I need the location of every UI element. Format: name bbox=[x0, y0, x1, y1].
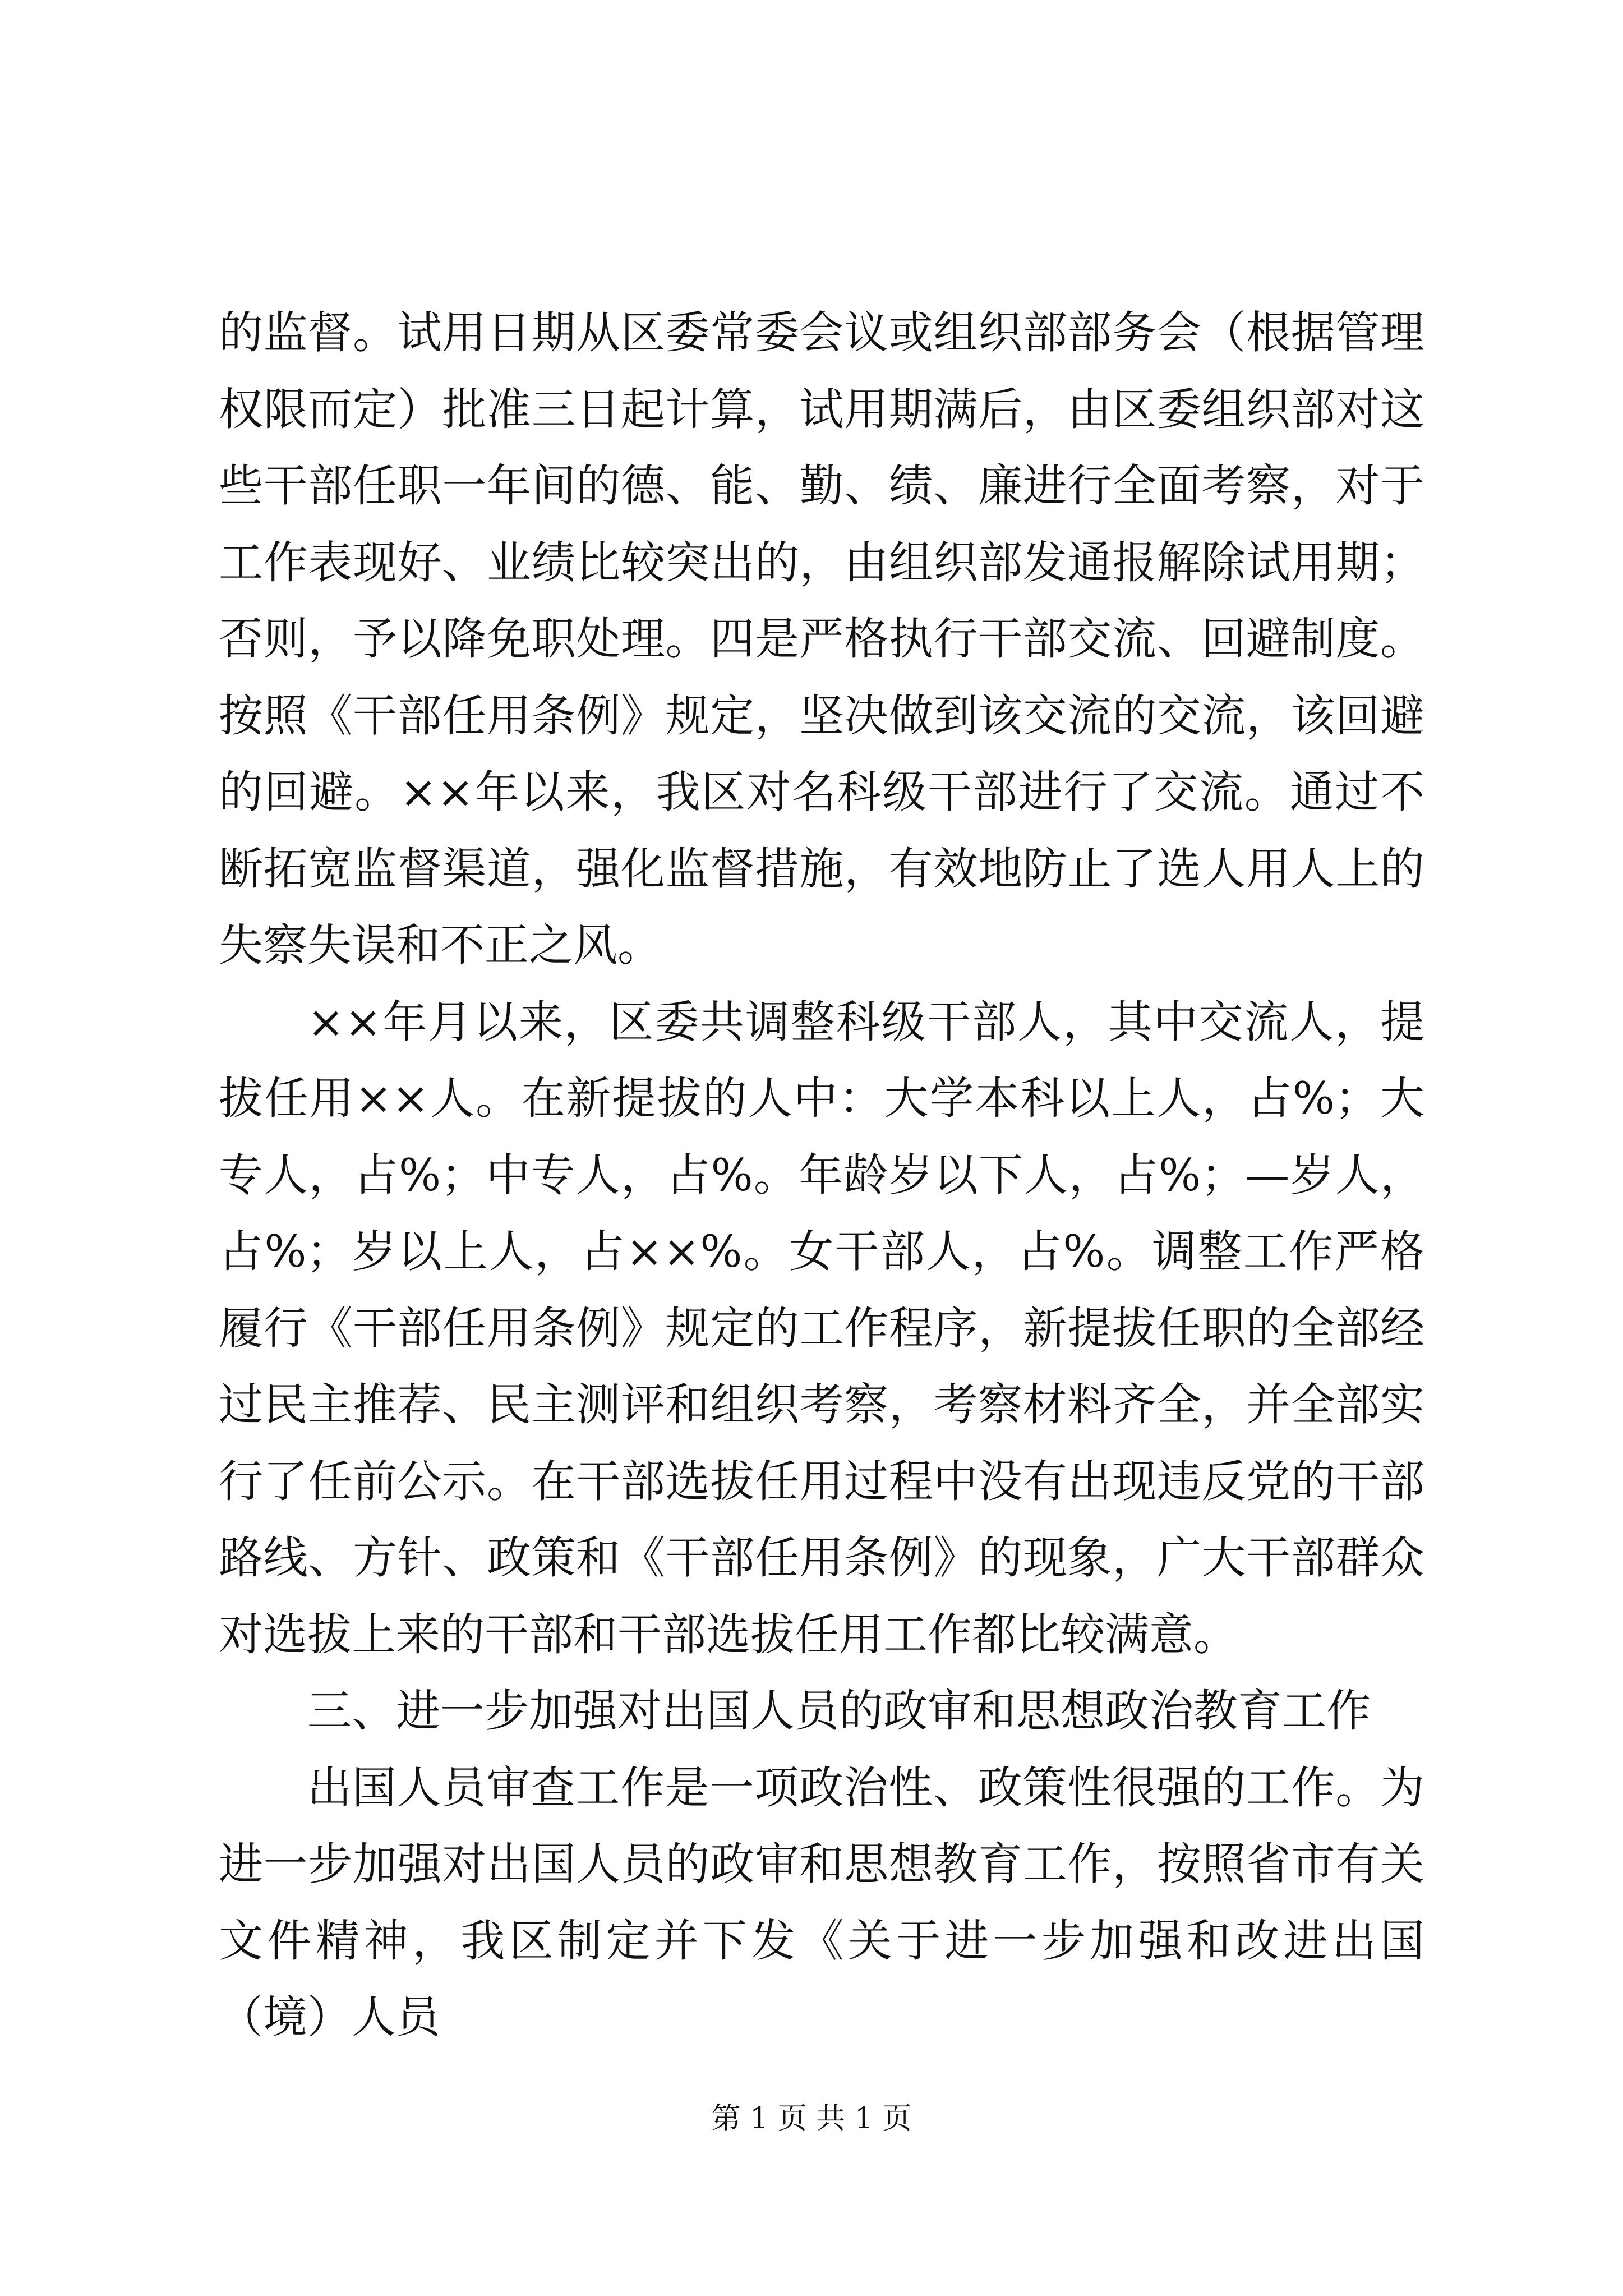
document-body bbox=[219, 295, 1424, 2056]
paragraph-overseas-review: 出国人员审查工作是一项政治性、政策性很强的工作。为进一步加强对出国人员的政审和思想教育工作，按照省市有关文件精神，我区制定并下发《关于进一步加强和改进出国（境）人员 bbox=[219, 1761, 1424, 2043]
section-heading: 三、进一步加强对出国人员的政审和思想政治教育工作 bbox=[307, 1685, 1371, 1737]
paragraph-cadre-adjustment: ××年月以来，区委共调整科级干部人，其中交流人，提拔任用××人。在新提拔的人中：大学本科以上人，占%；大专人，占%；中专人，占%。年龄岁以下人，占%；—岁人，占%；岁以上人，占××%。女干部人，占%。调整工作严格履行《干部任用条例》规定的工作程序，新提拔任职的全部经过民主推荐、民主测评和组织考察，考察材料齐全，并全部实行了任前公示。在干部选拔任用过程中没有出现违反党的干部路线、方针、政策和《干部任用条例》的现象，广大干部群众对选拔上来的干部和干部选拔任用工作都比较满意。 bbox=[219, 996, 1424, 1660]
paragraph-continuation: 的监督。试用日期从区委常委会议或组织部部务会（根据管理权限而定）批准三日起计算，试用期满后，由区委组织部对这些干部任职一年间的德、能、勤、绩、廉进行全面考察，对于工作表现好、业绩比较突出的，由组织部发通报解除试用期；否则，予以降免职处理。四是严格执行干部交流、回避制度。按照《干部任用条例》规定，坚决做到该交流的交流，该回避的回避。××年以来，我区对名科级干部进行了交流。通过不断拓宽监督渠道，强化监督措施，有效地防止了选人用人上的失察失误和不正之风。 bbox=[219, 307, 1424, 971]
page-footer: 第 1 页 共 1 页 bbox=[711, 2102, 912, 2136]
